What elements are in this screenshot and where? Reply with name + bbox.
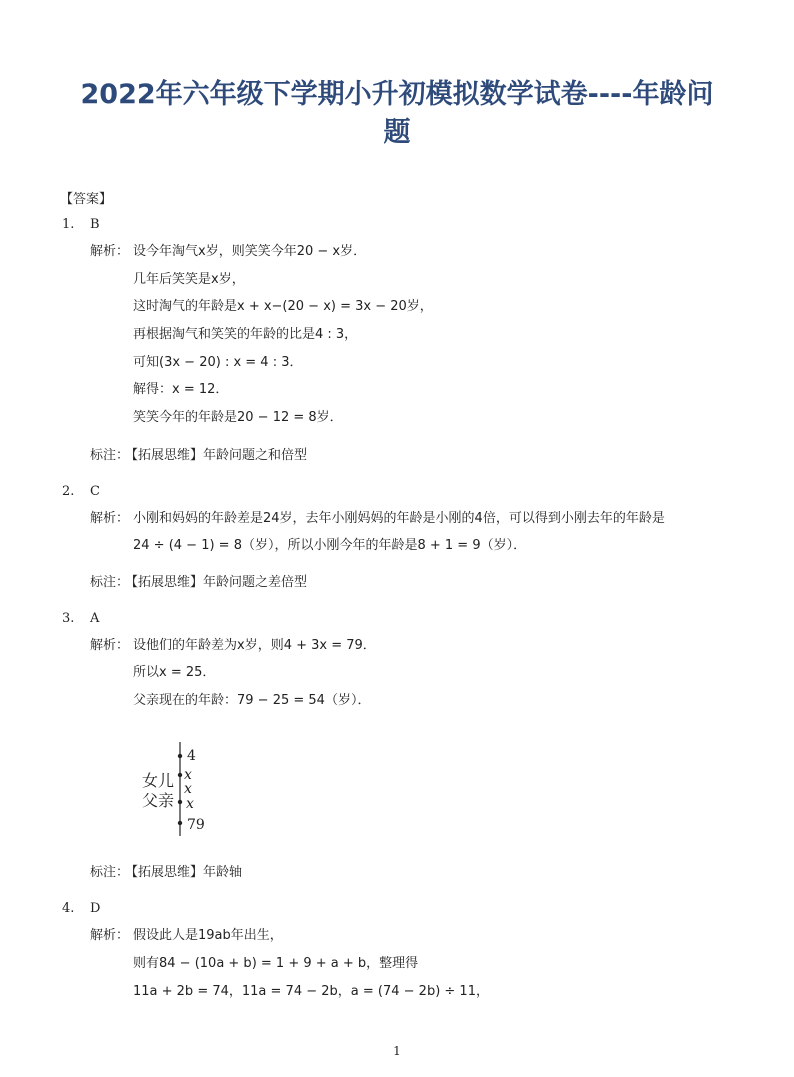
axis-point-bottom — [178, 821, 182, 825]
q3-number: 3. — [62, 611, 75, 626]
title-line-1: 2022年六年级下学期小升初模拟数学试卷----年龄问 — [80, 79, 714, 110]
q1-line-4: 再根据淘气和笑笑的年龄的比是4 : 3， — [133, 327, 358, 342]
axis-segment-x-3: x — [186, 796, 194, 812]
axis-point-top — [178, 754, 182, 758]
q3-note: 【拓展思维】年龄轴 — [125, 865, 243, 880]
axis-segment-x-2: x — [184, 781, 192, 797]
axis-point-daughter — [178, 773, 182, 777]
q2-note: 【拓展思维】年龄问题之差倍型 — [125, 575, 308, 590]
q1-line-2: 几年后笑笑是x岁， — [133, 272, 245, 287]
page-number: 1 — [393, 1044, 401, 1058]
axis-point-father — [178, 800, 182, 804]
q2-line-1: 小刚和妈妈的年龄差是24岁，去年小刚妈妈的年龄是小刚的4倍，可以得到小刚去年的年龄是 — [133, 511, 665, 526]
q2-number: 2. — [62, 484, 75, 499]
q3-line-1: 设他们的年龄差为x岁，则4 + 3x = 79． — [133, 638, 376, 653]
q1-answer: B — [90, 217, 100, 232]
q4-line-3: 11a + 2b = 74，11a = 74 − 2b，a = (74 − 2b) ÷ 11， — [133, 984, 489, 999]
q1-line-1: 设今年淘气x岁，则笑笑今年20 − x岁． — [133, 244, 367, 259]
answer-header: 【答案】 — [60, 192, 113, 207]
q4-analysis-label: 解析： — [90, 928, 130, 943]
daughter-label: 女儿 — [142, 771, 175, 790]
axis-bottom-value: 79 — [187, 817, 205, 833]
q2-answer: C — [90, 484, 100, 499]
q1-number: 1. — [62, 217, 75, 232]
q4-number: 4. — [62, 901, 75, 916]
age-axis-diagram — [140, 742, 220, 838]
q3-analysis-label: 解析： — [90, 638, 130, 653]
axis-top-value: 4 — [187, 748, 196, 764]
father-label: 父亲 — [142, 791, 175, 810]
q2-analysis-label: 解析： — [90, 511, 130, 526]
q1-line-7: 笑笑今年的年龄是20 − 12 = 8岁． — [133, 410, 343, 425]
q1-line-6: 解得：x = 12． — [133, 382, 229, 397]
q3-line-3: 父亲现在的年龄：79 − 25 = 54（岁）． — [133, 693, 371, 708]
q3-line-2: 所以x = 25． — [133, 665, 216, 680]
q1-analysis-label: 解析： — [90, 244, 130, 259]
axis-segment-x-1: x — [184, 767, 192, 783]
q1-line-3: 这时淘气的年龄是x + x−(20 − x) = 3x − 20岁， — [133, 299, 433, 314]
q1-line-5: 可知(3x − 20) : x = 4 : 3． — [133, 355, 303, 370]
age-axis-svg — [140, 742, 220, 838]
page-title — [60, 76, 734, 152]
q4-answer: D — [90, 901, 101, 916]
q2-line-2: 24 ÷ (4 − 1) = 8（岁），所以小刚今年的年龄是8 + 1 = 9（岁）． — [133, 538, 527, 553]
q1-note-label: 标注： — [90, 448, 130, 463]
q2-note-label: 标注： — [90, 575, 130, 590]
q1-note: 【拓展思维】年龄问题之和倍型 — [125, 448, 308, 463]
q3-answer: A — [90, 611, 100, 626]
q4-line-1: 假设此人是19ab年出生， — [133, 928, 283, 943]
title-line-2: 题 — [383, 117, 411, 148]
q3-note-label: 标注： — [90, 865, 130, 880]
q4-line-2: 则有84 − (10a + b) = 1 + 9 + a + b，整理得 — [133, 956, 419, 971]
